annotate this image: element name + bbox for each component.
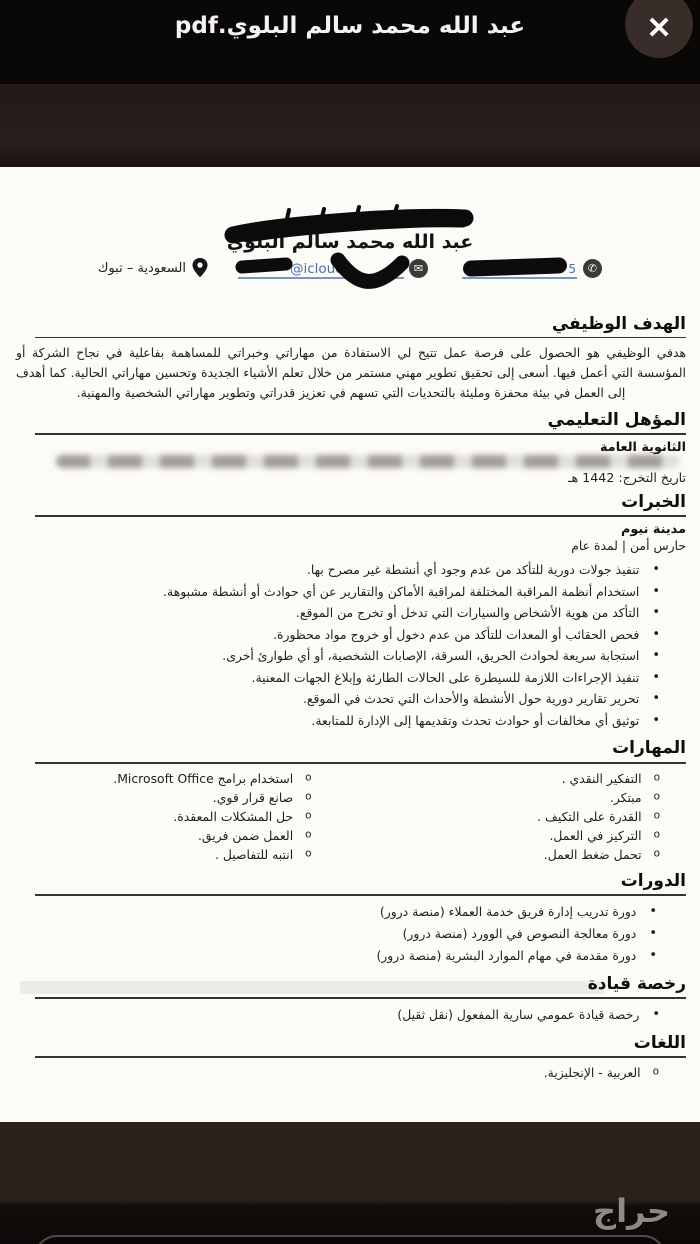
section-experience: [16, 492, 686, 731]
experience-bullet: [16, 581, 686, 603]
objective-paragraph: هدفي الوظيفي هو الحصول على فرصة عمل تتيح لي الاستفادة من مهاراتي وخبراتي للمساهمة بفاعلية في نجاح الشركة أو المؤسسة التي أعمل فيها. أسعى إلى تحقيق تطوير مهني مستمر من خلال تعلم الأشياء الجديدة وتحسين مهاراتي الحالية. كما أهدف إلى العمل في بيئة محفزة ومليئة بالتحديات التي تسهم في تعزيز قدراتي وتطوير مهاراتي الشخصية والمهنية.: [16, 345, 686, 400]
section-divider: [35, 337, 686, 338]
bullet-text: • التأكد من هوية الأشخاص والسيارات التي تدخل أو تخرج من الموقع.: [295, 605, 640, 621]
section-education: [16, 410, 686, 485]
section-divider: [35, 1056, 686, 1058]
skill-text: o صانع قرار قوي.: [212, 789, 294, 805]
section-divider: [35, 762, 686, 764]
section-courses: [16, 871, 686, 967]
section-divider: [35, 894, 686, 896]
language-item: [16, 1063, 686, 1082]
location-contact: [78, 257, 210, 279]
comment-input-field[interactable]: [34, 1235, 666, 1244]
phone-visible-digit: 5: [568, 262, 576, 276]
skills-column-left: [16, 769, 338, 864]
skill-text: o استخدام برامج Microsoft Office.: [113, 770, 294, 786]
phone-redaction-scribble: [463, 257, 567, 277]
skill-text: o تحمل ضغط العمل.: [543, 846, 642, 862]
bullet-text: • استجابة سريعة لحوادث الحريق، السرقة، الإصابات الشخصية، أو أي طوارئ أخرى.: [222, 648, 640, 664]
courses-title: الدورات: [620, 870, 686, 891]
skill-item: [364, 845, 686, 864]
section-license: [16, 974, 686, 1026]
bullet-text: • فحص الحقائب أو المعدات للتأكد من عدم دخول أو خروج مواد محظورة.: [273, 626, 640, 642]
skill-text: o التفكير النقدي .: [561, 770, 642, 786]
education-degree: الثانوية العامة: [600, 440, 686, 456]
license-item: [16, 1004, 686, 1026]
languages-title: اللغات: [633, 1032, 686, 1053]
document-content: [0, 293, 700, 1082]
skill-item: [16, 788, 338, 807]
experience-bullet: [16, 645, 686, 667]
mail-icon: ✉: [409, 259, 428, 278]
skill-text: o التركيز في العمل.: [549, 827, 642, 843]
section-divider: [35, 433, 686, 435]
haraj-logo: حراج: [593, 1192, 670, 1230]
name-redaction-scribble: [227, 205, 473, 245]
email-redaction-scribble: [238, 253, 404, 283]
section-divider: [35, 997, 686, 999]
education-title: المؤهل التعليمي: [547, 409, 686, 430]
experience-bullet-list: [16, 559, 686, 731]
license-text: • رخصة قيادة عمومي سارية المفعول (نقل ثقيل): [397, 1007, 640, 1023]
course-text: • دورة معالجة النصوص في الوورد (منصة درور): [402, 925, 637, 941]
skill-text: o القدرة على التكيف .: [537, 808, 642, 824]
section-objective: [16, 314, 686, 403]
pdf-filename-title: عبد الله محمد سالم البلوي.pdf: [174, 13, 526, 39]
close-button[interactable]: [625, 0, 693, 58]
skill-item: [364, 807, 686, 826]
close-icon: ✕: [646, 12, 672, 45]
document-page: [0, 167, 700, 1122]
bullet-text: • استخدام أنظمة المراقبة المختلفة لمراقبة الأماكن والتقارير عن أي حوادث أو أنشطة مشبوهة.: [163, 583, 640, 599]
skill-text: o حل المشكلات المعقدة.: [173, 808, 294, 824]
experience-bullet: [16, 710, 686, 732]
experience-bullet: [16, 559, 686, 581]
phone-contact: [462, 257, 602, 279]
top-spacer-band: [0, 84, 700, 167]
experience-bullet: [16, 667, 686, 689]
location-pin-icon: [190, 257, 210, 279]
skill-item: [16, 769, 338, 788]
skill-item: [364, 788, 686, 807]
titlebar: [0, 0, 700, 84]
skill-text: o انتبه للتفاصيل .: [215, 846, 294, 862]
skill-item: [16, 845, 338, 864]
course-item: [16, 901, 686, 923]
education-redaction-smudge: [56, 455, 680, 468]
objective-title: الهدف الوظيفي: [551, 314, 686, 334]
experience-employer: مدينة نيوم: [621, 522, 686, 538]
contact-row: [0, 253, 700, 293]
bullet-text: • تنفيذ الإجراءات اللازمة للسيطرة على الحالات الطارئة وإبلاغ الجهات المعنية.: [251, 669, 640, 685]
skill-item: [364, 769, 686, 788]
phone-icon: ✆: [583, 259, 602, 278]
section-skills: [16, 738, 686, 863]
bullet-text: • تحرير تقارير دورية حول الأنشطة والأحداث التي تحدث في الموقع.: [302, 691, 640, 707]
language-text: o العربية - الإنجليزية.: [543, 1064, 641, 1080]
experience-bullet: [16, 602, 686, 624]
course-item: [16, 923, 686, 945]
skills-title: المهارات: [612, 738, 686, 759]
skills-column-right: [364, 769, 686, 864]
candidate-name: عبد الله محمد سالم البلوي: [226, 231, 474, 253]
course-text: • دورة تدريب إدارة فريق خدمة العملاء (منصة درور): [379, 903, 637, 919]
phone-link[interactable]: [462, 257, 577, 279]
email-contact: [238, 257, 428, 279]
bottom-app-band: [0, 1122, 700, 1244]
section-languages: [16, 1033, 686, 1082]
education-graduation-date: تاريخ التخرج: 1442 هـ: [567, 470, 686, 486]
license-title: رخصة قيادة: [587, 973, 686, 994]
email-link[interactable]: [238, 257, 404, 279]
experience-bullet: [16, 624, 686, 646]
course-item: [16, 945, 686, 967]
bullet-text: • تنفيذ جولات دورية للتأكد من عدم وجود أي أنشطة غير مصرح بها.: [306, 562, 640, 578]
skill-item: [16, 826, 338, 845]
section-divider: [35, 515, 686, 517]
skill-text: o مبتكر.: [609, 789, 642, 805]
experience-title: الخبرات: [621, 492, 686, 513]
skill-item: [16, 807, 338, 826]
skills-columns: [16, 769, 686, 864]
courses-list: [16, 901, 686, 967]
experience-bullet: [16, 688, 686, 710]
skill-text: o العمل ضمن فريق.: [197, 827, 294, 843]
bullet-text: • توثيق أي مخالفات أو حوادث تحدث وتقديمها إلى الإدارة للمتابعة.: [311, 712, 640, 728]
course-text: • دورة مقدمة في مهام الموارد البشرية (منصة درور): [376, 947, 637, 963]
location-text: السعودية – تبوك: [97, 260, 186, 276]
candidate-name-block: [225, 209, 475, 253]
experience-role: حارس أمن | لمدة عام: [571, 538, 686, 554]
skill-item: [364, 826, 686, 845]
email-visible-fragment: @icloud: [290, 261, 344, 277]
